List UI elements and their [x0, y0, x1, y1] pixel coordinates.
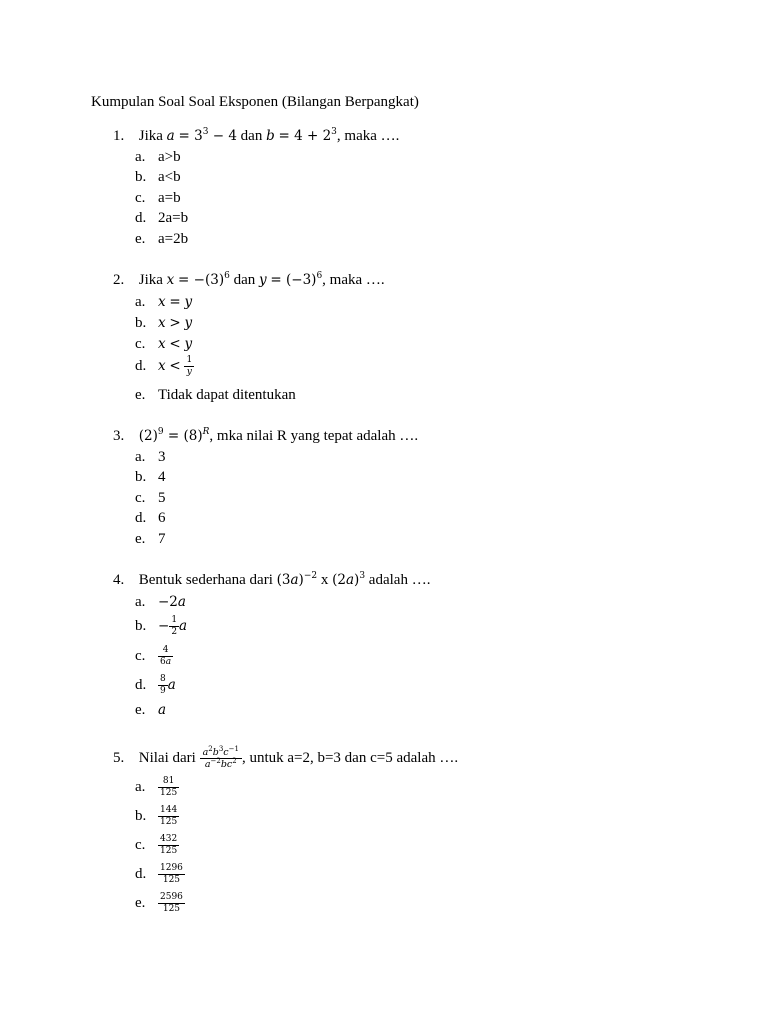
option: c. a=b: [135, 190, 181, 206]
option: e. a: [135, 702, 167, 718]
option: d. x < $\frac{1}{y}$: [135, 355, 193, 377]
option: a. −2a: [135, 594, 186, 610]
question-3: [113, 426, 418, 446]
option: b. a<b: [135, 169, 181, 185]
math-expression: $\frac{a^2b^3c^{-1}}{a^{-2}bc^2}$: [200, 747, 242, 770]
option: b. $\frac{144}{125}$: [135, 805, 178, 827]
question-text-mid: dan: [233, 272, 256, 288]
option: c. 5: [135, 490, 166, 506]
option: b. 4: [135, 469, 166, 485]
math-expression: y: [259, 272, 267, 288]
question-1: 1. Jika $a = 3^3 - 4$ dan $b = 4 + 2^3$, maka ….: [113, 127, 400, 144]
option: d. 6: [135, 510, 166, 526]
question-text-prefix: Jika: [138, 128, 163, 144]
question-text-prefix: Nilai dari: [138, 749, 196, 766]
question-text-mid: dan: [240, 128, 263, 144]
question-number: 2.: [113, 272, 125, 288]
option: e. 7: [135, 531, 166, 547]
question-text-prefix: Jika: [138, 272, 163, 288]
question-number: 4.: [113, 572, 125, 588]
question-number: 5.: [113, 749, 125, 766]
question-text-mid: x: [320, 572, 329, 588]
question-text-suffix: , mka nilai R yang tepat adalah ….: [209, 428, 419, 444]
question-5: [113, 747, 458, 770]
page-title: Kumpulan Soal Soal Eksponen (Bilangan Berpangkat): [91, 94, 419, 110]
option: e. $\frac{2596}{125}$: [135, 892, 183, 914]
question-text-suffix: , maka ….: [322, 272, 385, 288]
option: c. $\frac{4}{6a}$: [135, 645, 172, 667]
question-2: 2. Jika $x = -(3)^6$ dan $y = (-3)^6$, maka ….: [113, 271, 385, 288]
question-number: 3.: [113, 428, 125, 444]
math-expression: $(2a)^3$: [332, 571, 366, 588]
question-text-prefix: Bentuk sederhana dari: [138, 572, 273, 588]
question-number: 1.: [113, 128, 125, 144]
option: d. $\frac{1296}{125}$: [135, 863, 183, 885]
option: d. 2a=b: [135, 210, 189, 226]
math-expression: a: [166, 128, 175, 144]
math-expression: $(3a)^{-2}$: [276, 571, 318, 588]
question-4: [113, 570, 430, 590]
option: e. a=2b: [135, 231, 189, 247]
option: a. $\frac{81}{125}$: [135, 776, 178, 798]
option: d. $\frac{8}{9}$ a: [135, 674, 176, 696]
question-text-suffix: adalah ….: [368, 572, 431, 588]
option: a. x = y: [135, 294, 193, 310]
math-expression: x: [166, 272, 175, 288]
option: b. x > y: [135, 315, 193, 331]
math-expression: $(2)^9 = (8)^R$: [138, 427, 210, 444]
option: c. x < y: [135, 336, 193, 352]
option: a. 3: [135, 449, 166, 465]
question-text-suffix: , maka ….: [336, 128, 400, 144]
option: b. − $\frac{1}{2}$ a: [135, 615, 188, 637]
option: a. a>b: [135, 149, 181, 165]
option: c. $\frac{432}{125}$: [135, 834, 178, 856]
math-expression: b: [266, 128, 275, 144]
option: e. Tidak dapat ditentukan: [135, 387, 296, 403]
question-text-suffix: , untuk a=2, b=3 dan c=5 adalah ….: [241, 749, 459, 766]
